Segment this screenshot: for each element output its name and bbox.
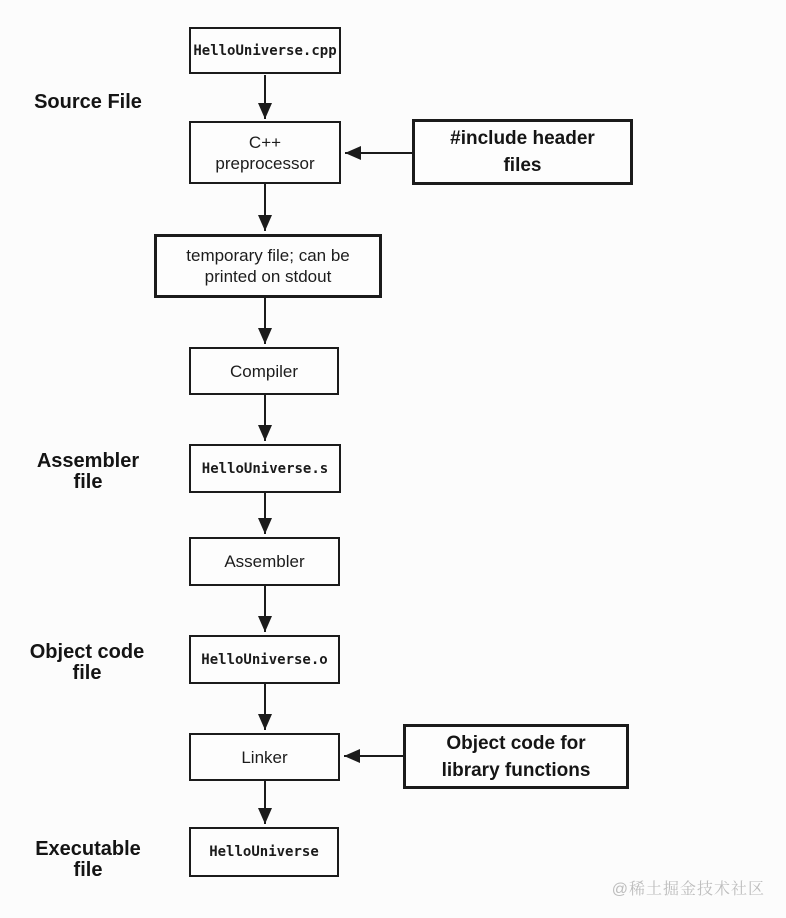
node-assembler <box>189 537 340 586</box>
node-linker <box>189 733 340 781</box>
stage-label-line2: file <box>73 859 103 881</box>
node-object-file <box>189 635 340 684</box>
stage-label-line1: Executable <box>35 838 141 860</box>
node-executable-file <box>189 827 339 877</box>
annotation-line2: library functions <box>441 759 591 781</box>
annotation-object-library <box>403 724 629 789</box>
node-source-cpp-file <box>189 27 341 74</box>
annotation-line1: Object code for <box>446 732 586 754</box>
stage-label-line1: Object code <box>29 641 145 663</box>
node-label: HelloUniverse.s <box>201 460 329 477</box>
annotation-line1: #include header <box>450 128 595 149</box>
node-temporary-file <box>154 234 382 298</box>
node-label: Linker <box>241 747 288 767</box>
stage-label-line2: file <box>72 662 102 684</box>
node-label-line1: temporary file; can be <box>186 246 350 265</box>
annotation-line2: files <box>503 155 542 176</box>
annotation-include-headers <box>412 119 633 185</box>
community-watermark: @稀土掘金技术社区 <box>611 881 765 898</box>
node-label: HelloUniverse <box>209 844 319 860</box>
node-label: Compiler <box>229 361 299 381</box>
node-assembly-file <box>189 444 341 493</box>
node-label: Assembler <box>224 552 305 571</box>
node-label-line2: printed on stdout <box>204 267 332 286</box>
stage-label-object-code-file <box>12 642 162 684</box>
stage-label-line1: Assembler <box>36 450 140 472</box>
stage-label-assembler-file <box>18 451 158 493</box>
node-label-line1: C++ <box>248 132 282 152</box>
stage-label-source-file <box>18 92 158 113</box>
stage-label-line: Source File <box>34 91 142 113</box>
stage-label-executable-file <box>18 839 158 881</box>
node-label: HelloUniverse.o <box>201 651 328 668</box>
stage-label-line2: file <box>73 471 103 493</box>
node-label: HelloUniverse.cpp <box>193 42 337 59</box>
node-compiler <box>189 347 339 395</box>
node-cpp-preprocessor <box>189 121 341 184</box>
node-label-line2: preprocessor <box>215 153 315 173</box>
